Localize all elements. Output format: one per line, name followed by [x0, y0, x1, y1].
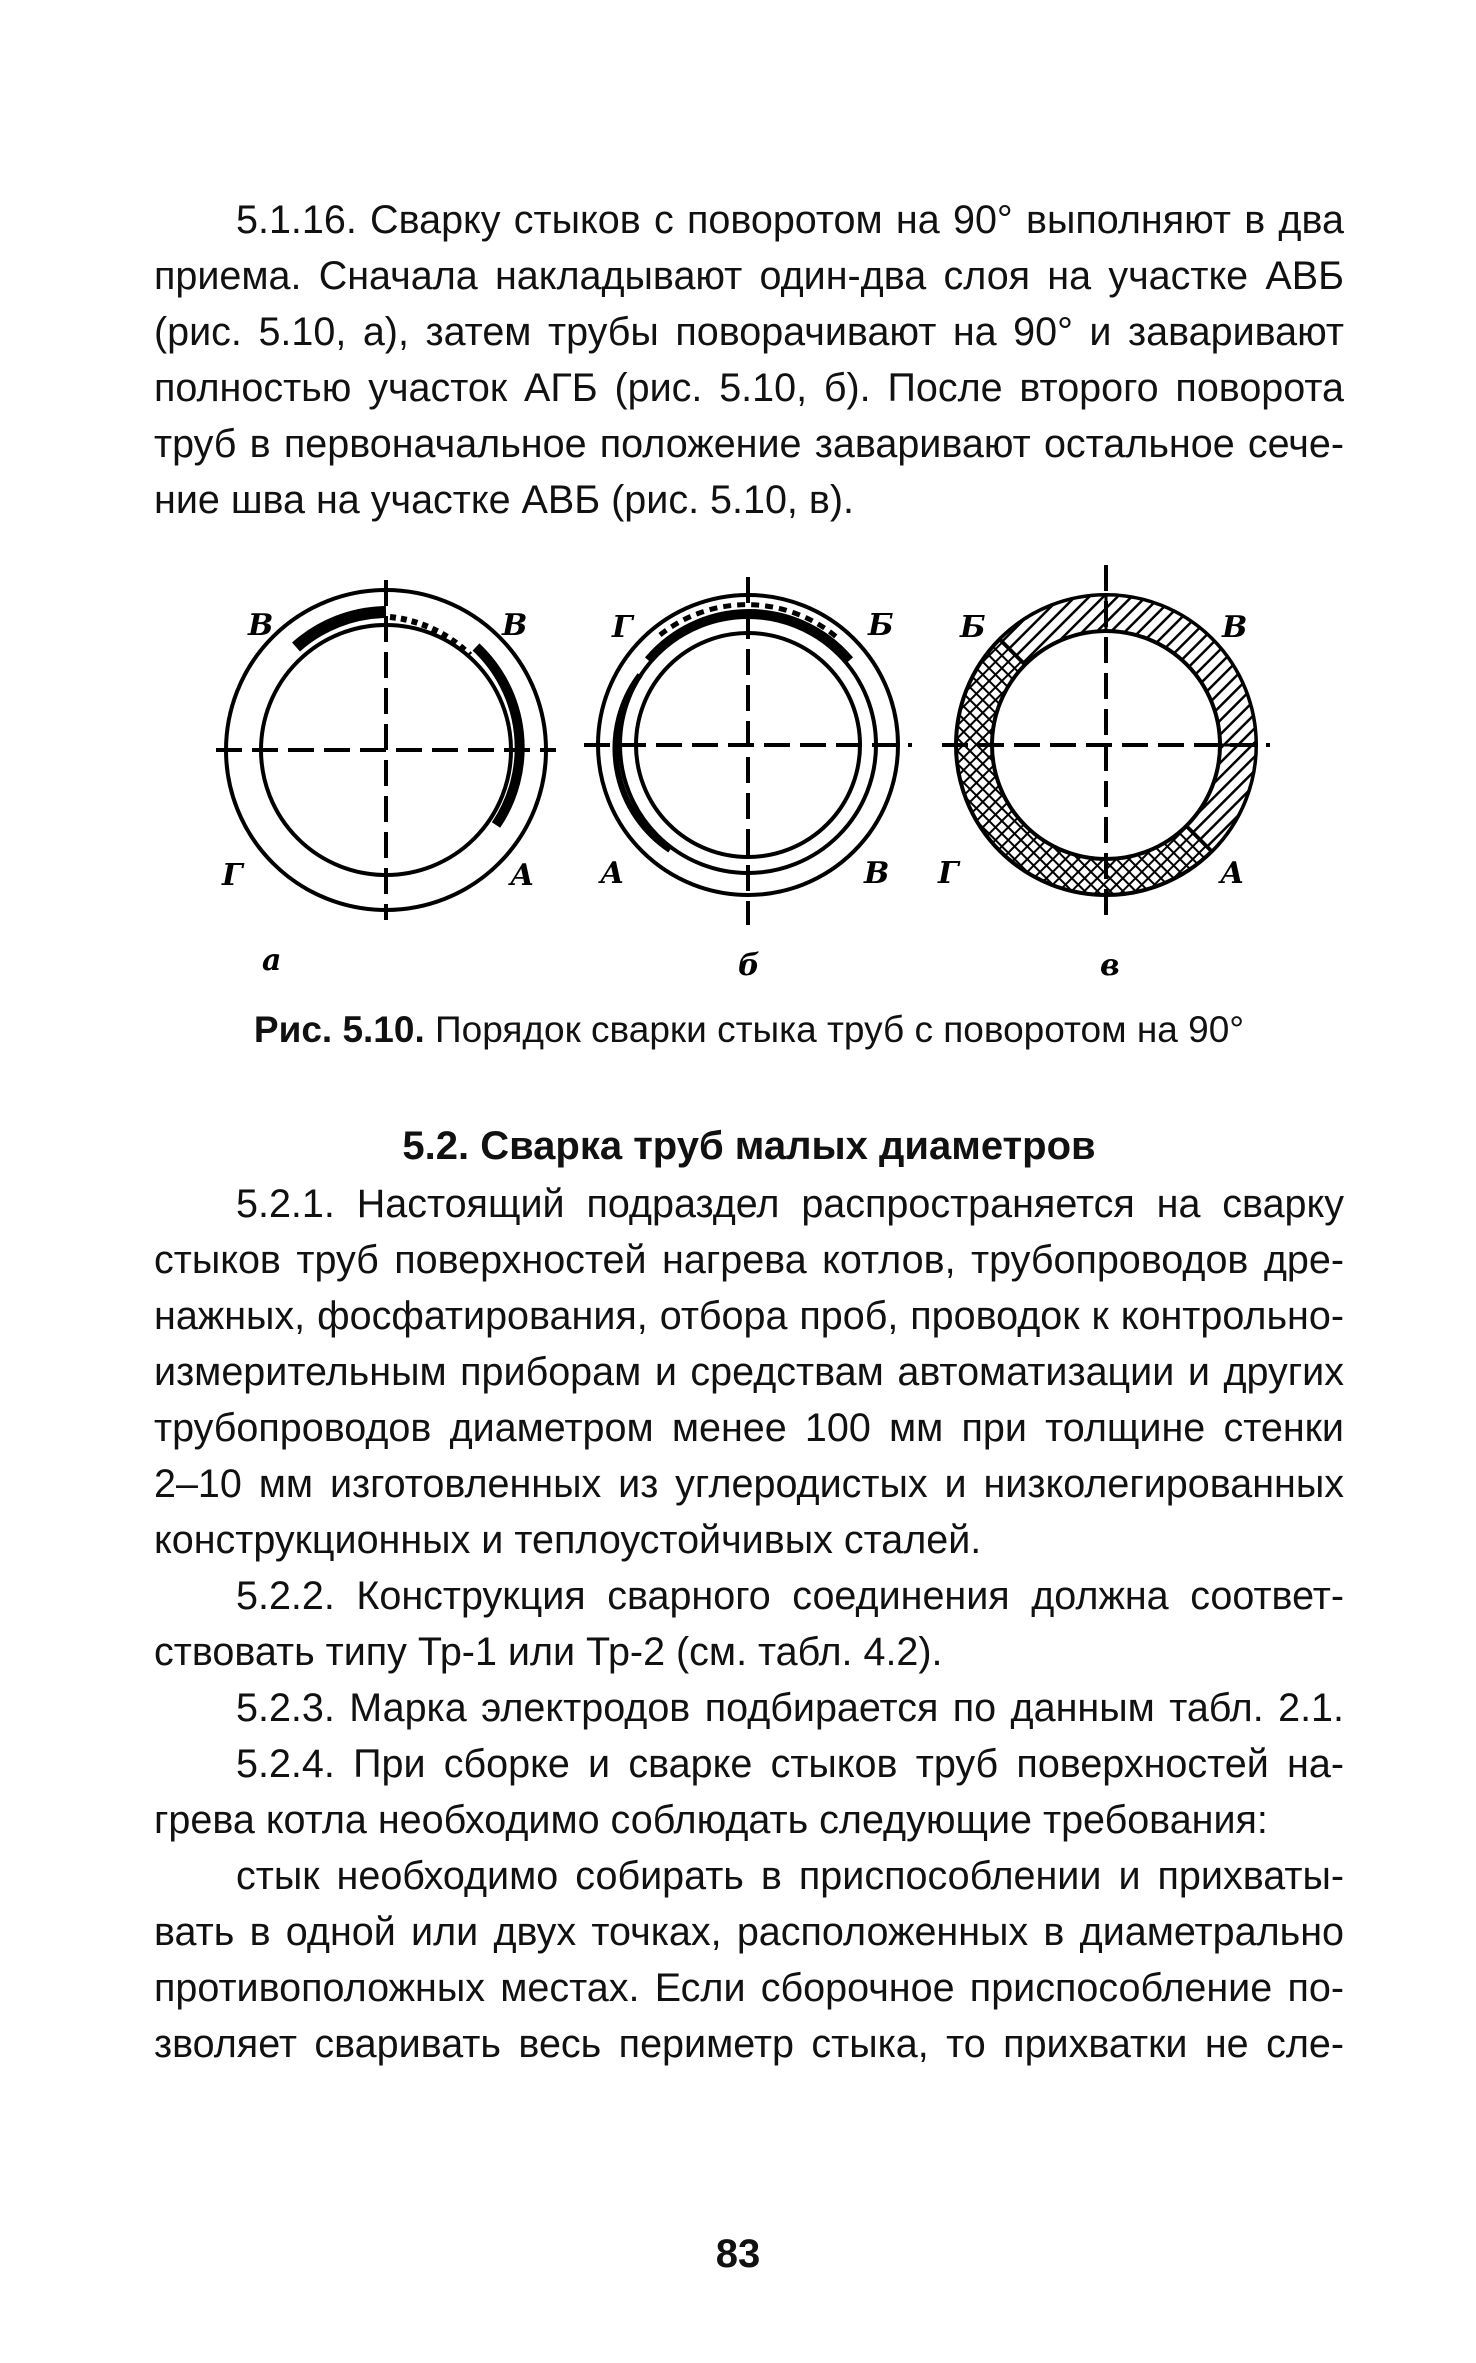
paragraph-5-2-4 [154, 1736, 1344, 1848]
pipe-diagram-a [216, 580, 556, 978]
paragraph-5-2-2 [154, 1568, 1344, 1680]
paragraph-5-1-16 [154, 192, 1344, 528]
pipe-diagram-c [937, 565, 1270, 983]
figure-pipe-welding-order [200, 565, 1300, 985]
figure-caption [154, 1005, 1344, 1055]
page-number: 83 [715, 2232, 761, 2276]
label-a-sub: а [262, 943, 282, 978]
text-line: противоположных местах. Если сборочное приспособление по- [154, 1966, 1344, 2010]
text-line: измерительным приборам и средствам автоматизации и других [154, 1350, 1344, 1394]
text-line: ние шва на участке АВБ (рис. 5.10, в). [154, 478, 854, 522]
text-line: 2–10 мм изготовленных из углеродистых и низколегированных [154, 1462, 1344, 1506]
label-b-top-right: Б [868, 608, 894, 643]
text-line: нажных, фосфатирования, отбора проб, проводок к контрольно- [154, 1294, 1344, 1338]
text-line: 5.2.3. Марка электродов подбирается по данным табл. 2.1. [236, 1686, 1344, 1730]
text-line: 5.1.16. Сварку стыков с поворотом на 90° выполняют в два [236, 198, 1344, 242]
caption-label: Рис. 5.10. [253, 1009, 425, 1050]
label-c-bottom-right: А [1220, 856, 1245, 891]
text-line: приема. Сначала накладывают один-два слоя на участке АВБ [154, 254, 1344, 298]
text-line: полностью участок АГБ (рис. 5.10, б). После второго поворота [154, 366, 1344, 410]
label-c-top-left: Б [960, 610, 986, 645]
label-b-top-left: Г [612, 610, 633, 645]
paragraph-requirements [154, 1848, 1344, 2072]
label-b-bottom-left: А [600, 856, 625, 891]
label-c-top-right: В [1222, 610, 1248, 645]
text-line: грева котла необходимо соблюдать следующие требования: [154, 1798, 1268, 1842]
section-heading: 5.2. Сварка труб малых диаметров [402, 1124, 1096, 1168]
label-a-bottom-left: Г [222, 858, 243, 893]
text-line: вать в одной или двух точках, расположенных в диаметрально [154, 1910, 1344, 1954]
paragraph-5-2-1 [154, 1176, 1344, 1568]
text-line: зволяет сваривать весь периметр стыка, то прихватки не сле- [154, 2022, 1344, 2066]
label-a-top-left: В [248, 608, 274, 643]
caption-text: Порядок сварки стыка труб с поворотом на 90° [424, 1009, 1245, 1050]
label-c-bottom-left: Г [938, 856, 959, 891]
label-a-top-right: В [502, 608, 528, 643]
label-a-bottom-right: А [510, 858, 535, 893]
text-line: 5.2.4. При сборке и сварке стыков труб поверхностей на- [236, 1742, 1344, 1786]
label-b-bottom-right: В [864, 856, 890, 891]
text-line: стык необходимо собирать в приспособлении и прихваты- [236, 1854, 1344, 1898]
label-c-sub: в [1100, 948, 1120, 983]
text-line: стыков труб поверхностей нагрева котлов, трубопроводов дре- [154, 1238, 1344, 1282]
text-line: конструкционных и теплоустойчивых сталей. [154, 1518, 982, 1562]
text-line: 5.2.1. Настоящий подраздел распространяется на сварку [236, 1182, 1344, 1226]
text-line: ствовать типу Тр-1 или Тр-2 (см. табл. 4.2). [154, 1630, 943, 1674]
pipe-diagram-b [584, 577, 912, 983]
paragraph-5-2-3 [154, 1680, 1344, 1736]
text-line: труб в первоначальное положение заваривают остальное сече- [154, 422, 1344, 466]
label-b-sub: б [738, 948, 760, 983]
text-line: трубопроводов диаметром менее 100 мм при толщине стенки [154, 1406, 1344, 1450]
text-line: 5.2.2. Конструкция сварного соединения должна соответ- [236, 1574, 1344, 1618]
text-line: (рис. 5.10, а), затем трубы поворачивают на 90° и заваривают [154, 310, 1344, 354]
